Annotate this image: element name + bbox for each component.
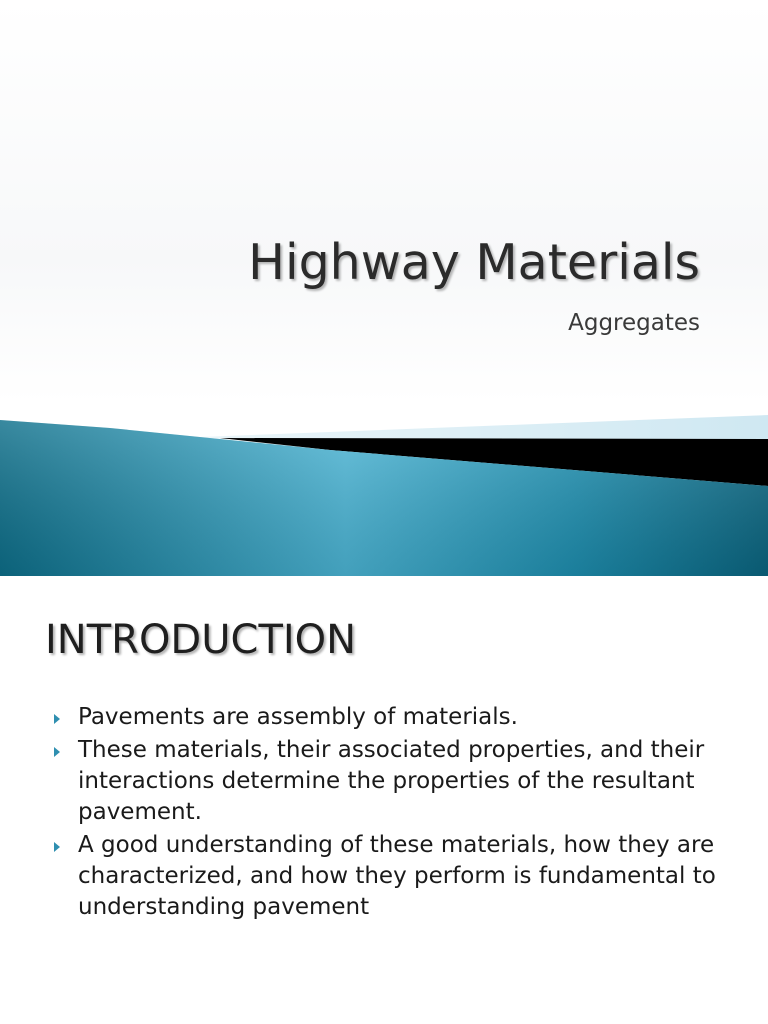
slide-subtitle: Aggregates	[568, 310, 700, 336]
bullet-text: Pavements are assembly of materials.	[78, 704, 518, 730]
triangle-bullet-icon	[54, 842, 60, 852]
bullet-text: These materials, their associated properties, and their interactions determine the properties of the resultant pavement.	[78, 737, 705, 825]
triangle-bullet-icon	[54, 714, 60, 724]
bullet-text: A good understanding of these materials, how they are characterized, and how they perform is fundamental to understanding pavement	[78, 832, 716, 920]
list-item	[52, 735, 742, 828]
bullet-list	[52, 702, 742, 925]
slide-heading: INTRODUCTION	[45, 617, 357, 663]
introduction-slide	[0, 576, 768, 1024]
light-blue-band	[200, 415, 768, 440]
list-item	[52, 702, 742, 733]
slide-title: Highway Materials	[248, 234, 700, 291]
triangle-bullet-icon	[54, 747, 60, 757]
list-item	[52, 830, 742, 923]
